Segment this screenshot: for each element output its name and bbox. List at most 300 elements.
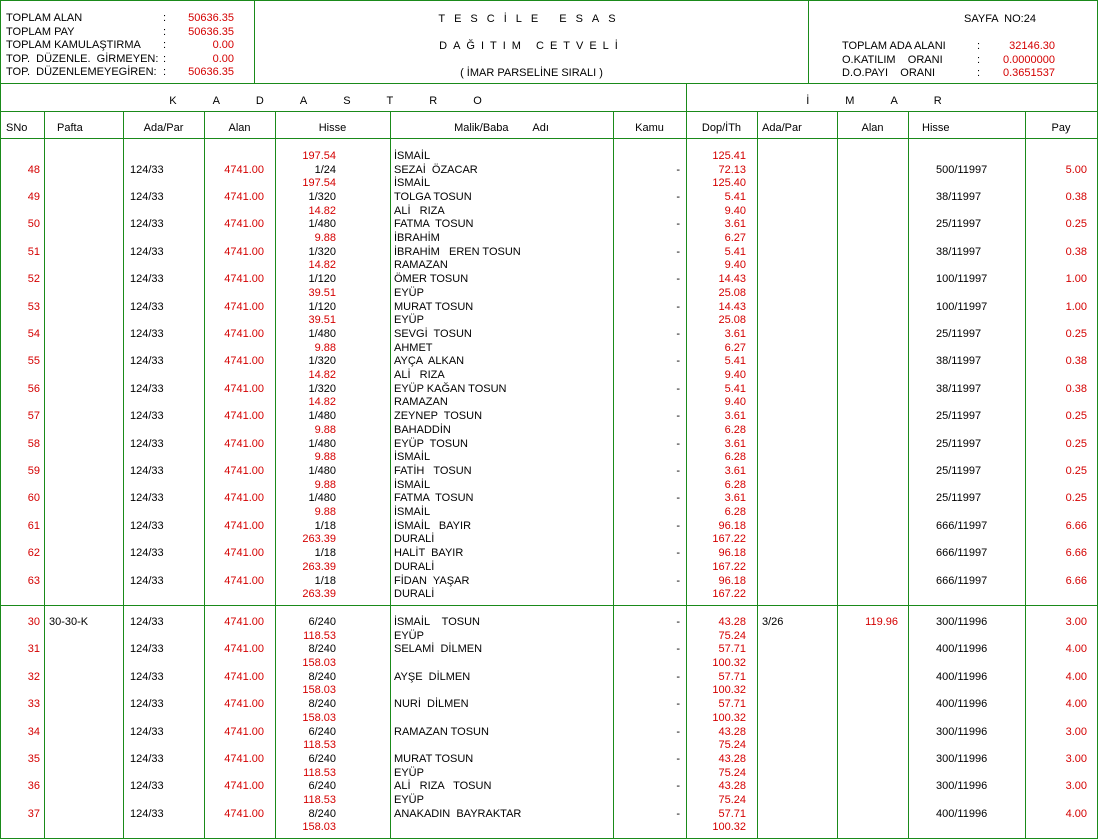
summary-label: TOP. DÜZENLEMEYEGİREN:: [6, 66, 157, 78]
row-sub-dop: 100.32: [712, 711, 746, 724]
row-hisse: 1/320: [308, 355, 336, 368]
row-imar-hisse: 300/11996: [936, 725, 988, 738]
row-kamu: -: [676, 300, 680, 313]
row-sub-hisse: 39.51: [308, 314, 336, 327]
summary-colon: :: [163, 52, 167, 65]
row-baba-name: DURALİ: [394, 533, 435, 546]
row-ada-par: 124/33: [130, 643, 164, 656]
row-hisse: 6/240: [308, 616, 336, 628]
summary-value: 0.00: [212, 52, 234, 65]
row-imar-hisse: 38/11997: [936, 190, 982, 203]
row-pay: 6.66: [1065, 519, 1087, 532]
row-kamu: -: [676, 725, 680, 738]
row-pay: 0.25: [1065, 437, 1087, 450]
document-title: TESCİLE ESAS: [438, 13, 625, 25]
header-malik-baba: Malik/Baba Adı: [454, 122, 549, 134]
row-malik-name: İSMAİL BAYIR: [394, 519, 472, 532]
row-hisse: 1/320: [308, 382, 336, 395]
row-baba-name: İBRAHİM: [394, 231, 440, 244]
row-pay: 4.00: [1065, 807, 1087, 820]
summary-colon: :: [163, 66, 167, 78]
row-kamu: -: [676, 218, 680, 231]
row-baba-name: ALİ RIZA: [394, 204, 445, 217]
row-malik-name: FATİH TOSUN: [394, 464, 472, 477]
row-pay: 6.66: [1065, 574, 1087, 587]
row-pay: 4.00: [1065, 670, 1087, 683]
ada-info-value: 32146.30: [1009, 40, 1055, 52]
row-baba-name: ALİ RIZA: [394, 368, 445, 381]
row-kamu: -: [676, 780, 680, 793]
row-dop-ith: 43.28: [718, 753, 746, 765]
row-sno: 55: [27, 355, 40, 368]
row-hisse: 8/240: [308, 807, 336, 820]
row-ada-par: 124/33: [130, 273, 164, 286]
row-ada-par: 124/33: [130, 437, 164, 450]
row-dop-ith: 96.18: [718, 519, 746, 532]
row-malik-name: FATMA TOSUN: [394, 492, 474, 505]
page-number: SAYFA NO:24: [964, 13, 1036, 25]
row-pay: 4.00: [1065, 643, 1087, 656]
row-kamu: -: [676, 753, 680, 765]
row-imar-hisse: 666/11997: [936, 547, 988, 560]
row-sno: 32: [27, 670, 40, 683]
row-ada-par: 124/33: [130, 670, 164, 683]
summary-value: 50636.35: [188, 25, 234, 38]
row-kamu: -: [676, 698, 680, 711]
row-sub-dop: 100.32: [712, 657, 746, 669]
row-dop-ith: 57.71: [718, 670, 746, 683]
row-malik-name: ÖMER TOSUN: [394, 273, 469, 286]
summary-colon: :: [163, 25, 167, 38]
row-baba-name: EYÜP: [394, 314, 424, 327]
row-sub-dop: 167.22: [712, 533, 746, 546]
summary-colon: :: [163, 39, 167, 51]
row-malik-name: MURAT TOSUN: [394, 300, 474, 313]
row-ada-par: 124/33: [130, 382, 164, 395]
row-alan: 4741.00: [224, 698, 264, 711]
row-ada-par: 124/33: [130, 753, 164, 765]
row-sub-hisse: 158.03: [302, 657, 336, 669]
row-alan: 4741.00: [224, 163, 264, 176]
row-ada-par: 124/33: [130, 725, 164, 738]
ada-info-label: O.KATILIM ORANI: [842, 53, 943, 66]
document-subtitle: DAĞITIM CETVELİ: [439, 40, 624, 52]
row-sno: 33: [27, 698, 40, 711]
row-sno: 37: [27, 807, 40, 820]
row-kamu: -: [676, 670, 680, 683]
row-sub-dop: 9.40: [724, 259, 746, 272]
row-kamu: -: [676, 519, 680, 532]
row-sub-hisse: 158.03: [302, 821, 336, 834]
row-dop-ith: 3.61: [724, 464, 746, 477]
row-alan: 4741.00: [224, 725, 264, 738]
row-sno: 54: [27, 327, 40, 340]
row-hisse: 1/320: [308, 190, 336, 203]
row-baba-name: BAHADDİN: [394, 423, 451, 436]
row-pay: 0.38: [1065, 355, 1087, 368]
row-pay: 0.25: [1065, 464, 1087, 477]
row-sub-hisse: 9.88: [314, 505, 336, 518]
row-hisse: 1/120: [308, 273, 336, 286]
row-kamu: -: [676, 273, 680, 286]
row-sno: 62: [27, 547, 40, 560]
row-imar-hisse: 25/11997: [936, 327, 982, 340]
header-pay: Pay: [1051, 122, 1071, 134]
row-malik-name: HALİT BAYIR: [394, 547, 464, 560]
row-imar-hisse: 38/11997: [936, 355, 982, 368]
row-pay: 1.00: [1065, 273, 1087, 286]
ada-info-colon: :: [977, 40, 981, 52]
row-sub-hisse: 158.03: [302, 711, 336, 724]
row-imar-hisse: 38/11997: [936, 245, 982, 258]
row-alan: 4741.00: [224, 616, 264, 628]
group2-pafta: 30-30-K: [49, 616, 89, 628]
row-imar-hisse: 500/11997: [936, 163, 988, 176]
row-ada-par: 124/33: [130, 464, 164, 477]
row-sub-hisse: 118.53: [303, 794, 336, 806]
ada-info-value: 0.0000000: [1003, 53, 1055, 66]
row-sub-dop: 25.08: [718, 286, 746, 299]
row-ada-par: 124/33: [130, 616, 164, 628]
row-imar-hisse: 400/11996: [936, 643, 988, 656]
row-dop-ith: 57.71: [718, 643, 746, 656]
row-imar-hisse: 300/11996: [936, 753, 988, 765]
row-imar-hisse: 100/11997: [936, 300, 988, 313]
row-ada-par: 124/33: [130, 780, 164, 793]
row-hisse: 8/240: [308, 698, 336, 711]
row-pay: 3.00: [1065, 753, 1087, 765]
row-malik-name: FİDAN YAŞAR: [394, 574, 470, 587]
row-alan: 4741.00: [224, 807, 264, 820]
summary-value: 50636.35: [188, 12, 234, 24]
row-malik-name: ANAKADIN BAYRAKTAR: [394, 807, 522, 820]
header-hisse: Hisse: [318, 122, 347, 134]
row-kamu: -: [676, 190, 680, 203]
row-ada-par: 124/33: [130, 492, 164, 505]
row-sub-dop: 9.40: [724, 396, 746, 409]
row-alan: 4741.00: [224, 547, 264, 560]
row-sub-hisse: 9.88: [314, 478, 336, 491]
row-hisse: 6/240: [308, 753, 336, 765]
row-sub-dop: 100.32: [712, 684, 746, 697]
row-alan: 4741.00: [224, 753, 264, 765]
top-baba-name: İSMAİL: [394, 150, 431, 162]
top-hisse-value: 197.54: [302, 150, 336, 162]
summary-label: TOP. DÜZENLE. GİRMEYEN:: [6, 52, 159, 65]
row-kamu: -: [676, 355, 680, 368]
row-dop-ith: 43.28: [718, 616, 746, 628]
header-imar-ada-par: Ada/Par: [762, 122, 802, 134]
row-malik-name: ALİ RIZA TOSUN: [394, 780, 492, 793]
row-sub-dop: 6.28: [724, 451, 746, 464]
row-hisse: 1/480: [308, 410, 336, 423]
row-sno: 30: [27, 616, 40, 628]
row-alan: 4741.00: [224, 780, 264, 793]
ada-info-label: TOPLAM ADA ALANI: [842, 40, 946, 52]
row-baba-name: RAMAZAN: [394, 396, 448, 409]
row-ada-par: 124/33: [130, 547, 164, 560]
row-malik-name: TOLGA TOSUN: [394, 190, 472, 203]
row-hisse: 1/18: [314, 574, 336, 587]
row-malik-name: İSMAİL TOSUN: [394, 616, 480, 628]
row-dop-ith: 3.61: [724, 327, 746, 340]
summary-label: TOPLAM KAMULAŞTIRMA: [6, 39, 141, 51]
row-pay: 3.00: [1065, 616, 1087, 628]
row-sub-hisse: 263.39: [302, 560, 336, 573]
row-kamu: -: [676, 464, 680, 477]
document-subtitle-2: ( İMAR PARSELİNE SIRALI ): [460, 67, 603, 79]
row-kamu: -: [676, 163, 680, 176]
row-malik-name: NURİ DİLMEN: [394, 698, 469, 711]
row-malik-name: ZEYNEP TOSUN: [394, 410, 483, 423]
row-sub-hisse: 197.54: [302, 177, 336, 190]
row-sub-hisse: 39.51: [308, 286, 336, 299]
summary-colon: :: [163, 12, 167, 24]
header-dop-ith: Dop/İTh: [701, 122, 742, 134]
row-ada-par: 124/33: [130, 807, 164, 820]
row-pay: 5.00: [1065, 163, 1087, 176]
summary-label: TOPLAM ALAN: [6, 12, 83, 24]
row-sub-dop: 25.08: [718, 314, 746, 327]
row-alan: 4741.00: [224, 245, 264, 258]
row-pay: 3.00: [1065, 725, 1087, 738]
row-sno: 35: [27, 753, 40, 765]
row-sno: 31: [27, 643, 40, 656]
row-baba-name: EYÜP: [394, 286, 424, 299]
row-malik-name: RAMAZAN TOSUN: [394, 725, 489, 738]
summary-label: TOPLAM PAY: [6, 25, 75, 38]
row-imar-hisse: 300/11996: [936, 616, 988, 628]
ada-info-colon: :: [977, 67, 981, 79]
row-kamu: -: [676, 437, 680, 450]
row-pay: 0.25: [1065, 492, 1087, 505]
row-malik-name: SEVGİ TOSUN: [394, 327, 472, 340]
ada-info-value: 0.3651537: [1003, 67, 1055, 79]
header-ada-par: Ada/Par: [143, 122, 184, 134]
row-sub-hisse: 14.82: [308, 396, 336, 409]
row-sub-dop: 125.40: [712, 177, 746, 190]
row-malik-name: EYÜP TOSUN: [394, 437, 468, 450]
row-sno: 36: [27, 780, 40, 793]
row-alan: 4741.00: [224, 670, 264, 683]
row-baba-name: İSMAİL: [394, 478, 431, 491]
row-pay: 0.38: [1065, 190, 1087, 203]
row-malik-name: FATMA TOSUN: [394, 218, 474, 231]
row-alan: 4741.00: [224, 355, 264, 368]
row-sub-dop: 6.27: [724, 231, 746, 244]
row-hisse: 1/480: [308, 437, 336, 450]
row-dop-ith: 43.28: [718, 725, 746, 738]
row-sub-dop: 75.24: [718, 739, 746, 752]
row-alan: 4741.00: [224, 273, 264, 286]
row-sub-hisse: 9.88: [314, 231, 336, 244]
row-ada-par: 124/33: [130, 327, 164, 340]
row-sub-dop: 6.27: [724, 341, 746, 354]
row-pay: 1.00: [1065, 300, 1087, 313]
row-sno: 59: [27, 464, 40, 477]
row-hisse: 8/240: [308, 670, 336, 683]
row-sub-hisse: 263.39: [302, 588, 336, 601]
row-dop-ith: 72.13: [718, 163, 746, 176]
group2-imar-ada-par: 3/26: [762, 616, 784, 628]
header-pafta: Pafta: [57, 122, 83, 134]
row-hisse: 1/480: [308, 464, 336, 477]
row-imar-hisse: 25/11997: [936, 464, 982, 477]
row-baba-name: İSMAİL: [394, 451, 431, 464]
row-malik-name: İBRAHİM EREN TOSUN: [394, 245, 521, 258]
row-dop-ith: 3.61: [724, 218, 746, 231]
row-pay: 0.38: [1065, 245, 1087, 258]
row-baba-name: EYÜP: [394, 629, 424, 642]
row-alan: 4741.00: [224, 519, 264, 532]
row-hisse: 6/240: [308, 725, 336, 738]
row-imar-hisse: 100/11997: [936, 273, 988, 286]
row-dop-ith: 3.61: [724, 437, 746, 450]
summary-value: 50636.35: [188, 66, 234, 78]
row-kamu: -: [676, 382, 680, 395]
row-dop-ith: 3.61: [724, 410, 746, 423]
row-ada-par: 124/33: [130, 698, 164, 711]
row-sub-dop: 75.24: [718, 629, 746, 642]
row-kamu: -: [676, 245, 680, 258]
section-kadastro: KADASTRO: [169, 95, 518, 107]
row-imar-hisse: 25/11997: [936, 437, 982, 450]
summary-value: 0.00: [212, 39, 234, 51]
row-kamu: -: [676, 807, 680, 820]
row-sno: 49: [27, 190, 40, 203]
row-kamu: -: [676, 410, 680, 423]
row-pay: 3.00: [1065, 780, 1087, 793]
row-baba-name: AHMET: [394, 341, 433, 354]
row-ada-par: 124/33: [130, 300, 164, 313]
row-malik-name: MURAT TOSUN: [394, 753, 474, 765]
header-imar-hisse: Hisse: [922, 122, 950, 134]
section-imar: İMAR: [806, 95, 978, 107]
row-sub-hisse: 118.53: [303, 629, 336, 642]
row-malik-name: AYŞE DİLMEN: [394, 670, 471, 683]
row-sub-hisse: 263.39: [302, 533, 336, 546]
row-pay: 0.25: [1065, 327, 1087, 340]
row-alan: 4741.00: [224, 410, 264, 423]
row-sub-dop: 100.32: [712, 821, 746, 834]
row-baba-name: İSMAİL: [394, 177, 431, 190]
row-ada-par: 124/33: [130, 355, 164, 368]
row-hisse: 1/120: [308, 300, 336, 313]
row-alan: 4741.00: [224, 327, 264, 340]
row-baba-name: EYÜP: [394, 766, 424, 779]
row-dop-ith: 96.18: [718, 547, 746, 560]
row-alan: 4741.00: [224, 492, 264, 505]
row-imar-hisse: 25/11997: [936, 492, 982, 505]
row-sub-hisse: 118.53: [303, 739, 336, 752]
row-sno: 61: [27, 519, 40, 532]
row-sub-dop: 75.24: [718, 766, 746, 779]
row-imar-hisse: 666/11997: [936, 574, 988, 587]
header-alan: Alan: [228, 122, 251, 134]
ada-info-label: D.O.PAYI ORANI: [842, 67, 936, 79]
row-sno: 53: [27, 300, 40, 313]
row-imar-hisse: 38/11997: [936, 382, 982, 395]
row-hisse: 6/240: [308, 780, 336, 793]
row-sno: 34: [27, 725, 40, 738]
row-ada-par: 124/33: [130, 245, 164, 258]
row-hisse: 1/480: [308, 492, 336, 505]
row-imar-hisse: 400/11996: [936, 670, 988, 683]
row-kamu: -: [676, 574, 680, 587]
row-alan: 4741.00: [224, 643, 264, 656]
row-sno: 56: [27, 382, 40, 395]
row-hisse: 1/18: [314, 519, 336, 532]
row-dop-ith: 5.41: [724, 382, 746, 395]
row-ada-par: 124/33: [130, 519, 164, 532]
row-sub-dop: 9.40: [724, 368, 746, 381]
row-ada-par: 124/33: [130, 163, 164, 176]
row-alan: 4741.00: [224, 382, 264, 395]
row-kamu: -: [676, 616, 680, 628]
row-pay: 0.38: [1065, 382, 1087, 395]
row-alan: 4741.00: [224, 300, 264, 313]
row-baba-name: EYÜP: [394, 794, 424, 806]
row-sno: 52: [27, 273, 40, 286]
row-malik-name: SEZAİ ÖZACAR: [394, 163, 478, 176]
row-pay: 0.25: [1065, 218, 1087, 231]
row-ada-par: 124/33: [130, 410, 164, 423]
row-alan: 4741.00: [224, 574, 264, 587]
row-sub-dop: 167.22: [712, 560, 746, 573]
row-kamu: -: [676, 327, 680, 340]
row-alan: 4741.00: [224, 437, 264, 450]
row-sno: 51: [27, 245, 40, 258]
row-hisse: 1/480: [308, 327, 336, 340]
row-sub-dop: 6.28: [724, 478, 746, 491]
row-sub-hisse: 9.88: [314, 341, 336, 354]
row-sub-dop: 6.28: [724, 423, 746, 436]
row-sno: 50: [27, 218, 40, 231]
row-imar-hisse: 25/11997: [936, 410, 982, 423]
row-sno: 57: [27, 410, 40, 423]
row-dop-ith: 14.43: [718, 300, 746, 313]
row-dop-ith: 43.28: [718, 780, 746, 793]
row-baba-name: RAMAZAN: [394, 259, 448, 272]
row-baba-name: DURALİ: [394, 560, 435, 573]
row-ada-par: 124/33: [130, 190, 164, 203]
row-sub-hisse: 9.88: [314, 423, 336, 436]
row-sno: 63: [27, 574, 40, 587]
row-imar-hisse: 400/11996: [936, 807, 988, 820]
row-sno: 60: [27, 492, 40, 505]
row-sub-dop: 6.28: [724, 505, 746, 518]
row-dop-ith: 57.71: [718, 698, 746, 711]
row-sno: 58: [27, 437, 40, 450]
row-dop-ith: 5.41: [724, 190, 746, 203]
row-pay: 0.25: [1065, 410, 1087, 423]
row-dop-ith: 96.18: [718, 574, 746, 587]
row-pay: 4.00: [1065, 698, 1087, 711]
row-sub-hisse: 118.53: [303, 766, 336, 779]
row-malik-name: AYÇA ALKAN: [394, 355, 465, 368]
row-dop-ith: 5.41: [724, 355, 746, 368]
row-malik-name: EYÜP KAĞAN TOSUN: [394, 382, 507, 395]
header-sno: SNo: [6, 122, 28, 134]
row-dop-ith: 57.71: [718, 807, 746, 820]
row-malik-name: SELAMİ DİLMEN: [394, 643, 483, 656]
row-ada-par: 124/33: [130, 574, 164, 587]
row-sub-hisse: 9.88: [314, 451, 336, 464]
row-pay: 6.66: [1065, 547, 1087, 560]
row-hisse: 8/240: [308, 643, 336, 656]
row-imar-hisse: 25/11997: [936, 218, 982, 231]
row-kamu: -: [676, 547, 680, 560]
